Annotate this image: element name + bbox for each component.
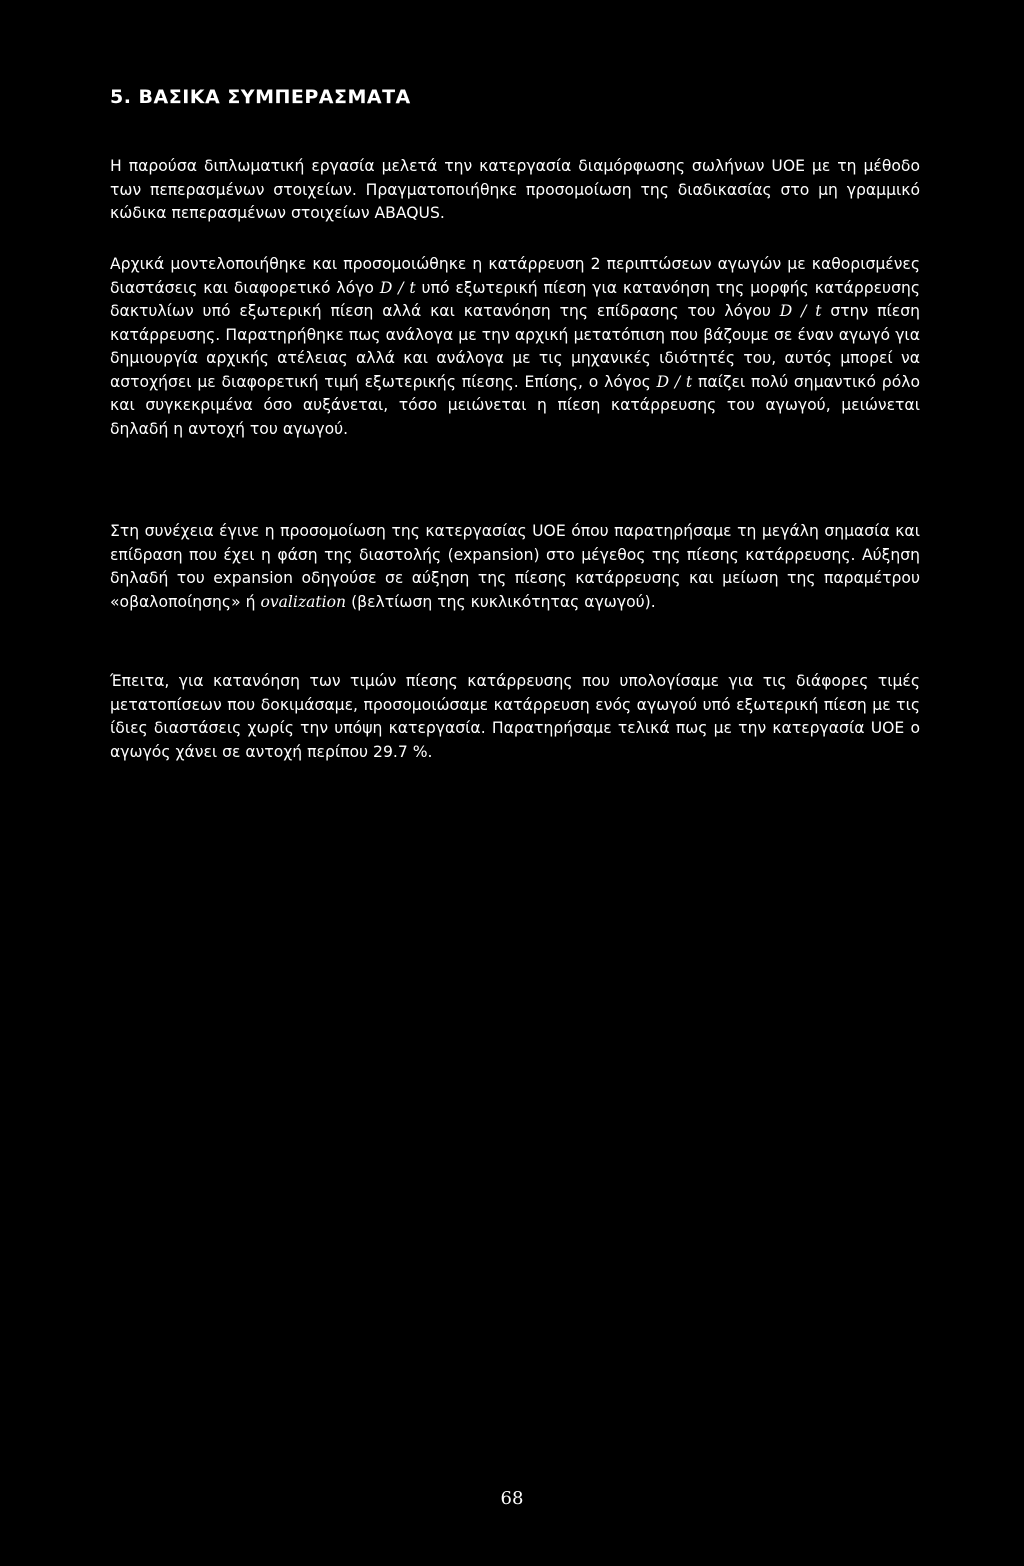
ratio-formula: D / t	[656, 372, 693, 391]
paragraph-text: παίζει πολύ σημαντικό ρόλο και συγκεκριμένα όσο αυξάνεται, τόσο μειώνεται η πίεση κατάρρευσης του αγωγού, μειώνεται δηλαδή η αντοχή του αγωγού.	[110, 372, 921, 438]
paragraph-collapse-study	[110, 253, 920, 441]
section-heading: 5. ΒΑΣΙΚΑ ΣΥΜΠΕΡΑΣΜΑΤΑ	[110, 86, 411, 108]
paragraph-introduction: Η παρούσα διπλωματική εργασία μελετά την κατεργασία διαμόρφωσης σωλήνων UOE με τη μέθοδο των πεπερασμένων στοιχείων. Πραγματοποιήθηκε προσομοίωση της διαδικασίας στο μη γραμμικό κώδικα πεπερασμένων στοιχείων ABAQUS.	[110, 157, 920, 222]
paragraph-text: υπό εξωτερική πίεση για κατανόηση της μορφής κατάρρευσης δακτυλίων υπό εξωτερική πίεση αλλά και κατανόηση της επίδρασης του λόγου	[110, 278, 920, 320]
paragraph-text: στην πίεση κατάρρευσης. Παρατηρήθηκε πως ανάλογα με την αρχική μετατόπιση που βάζουμε σε έναν αγωγό για δημιουργία αρχικής ατέλειας αλλά και ανάλογα με τις μηχανικές ιδιότητές του, αυτός μπορεί να αστοχήσει με διαφορετική τιμή εξωτερικής πίεσης. Επίσης, ο λόγος	[110, 302, 920, 391]
paragraph-text: Αρχικά μοντελοποιήθηκε και προσομοιώθηκε η κατάρρευση 2 περιπτώσεων αγωγών με καθορισμένες διαστάσεις και διαφορετικό λόγο	[110, 255, 920, 297]
paragraph-text: (βελτίωση της κυκλικότητας αγωγού).	[351, 592, 656, 611]
paragraph-text: Στη συνέχεια έγινε η προσομοίωση της κατεργασίας UOE όπου παρατηρήσαμε τη μεγάλη σημασία και επίδραση που έχει η φάση της διαστολής (expansion) στο μέγεθος της πίεσης κατάρρευσης. Αύξηση δηλαδή του expansion οδηγούσε σε αύξηση της πίεσης κατάρρευσης και μείωση της παραμέτρου «οβαλοποίησης» ή	[110, 522, 920, 611]
ovalization-term: ovalization	[260, 592, 347, 611]
ratio-formula: D / t	[379, 278, 416, 297]
page-number: 68	[500, 1488, 524, 1509]
paragraph-uoe-simulation	[110, 520, 920, 614]
paragraph-conclusion: Έπειτα, για κατανόηση των τιμών πίεσης κατάρρευσης που υπολογίσαμε για τις διάφορες τιμές μετατοπίσεων που δοκιμάσαμε, προσομοιώσαμε κατάρρευση ενός αγωγού υπό εξωτερική πίεση με τις ίδιες διαστάσεις χωρίς την υπόψη κατεργασία. Παρατηρήσαμε τελικά πως με την κατεργασία UOE ο αγωγός χάνει σε αντοχή περίπου 29.7 %.	[110, 672, 920, 761]
ratio-formula: D / t	[779, 302, 822, 320]
